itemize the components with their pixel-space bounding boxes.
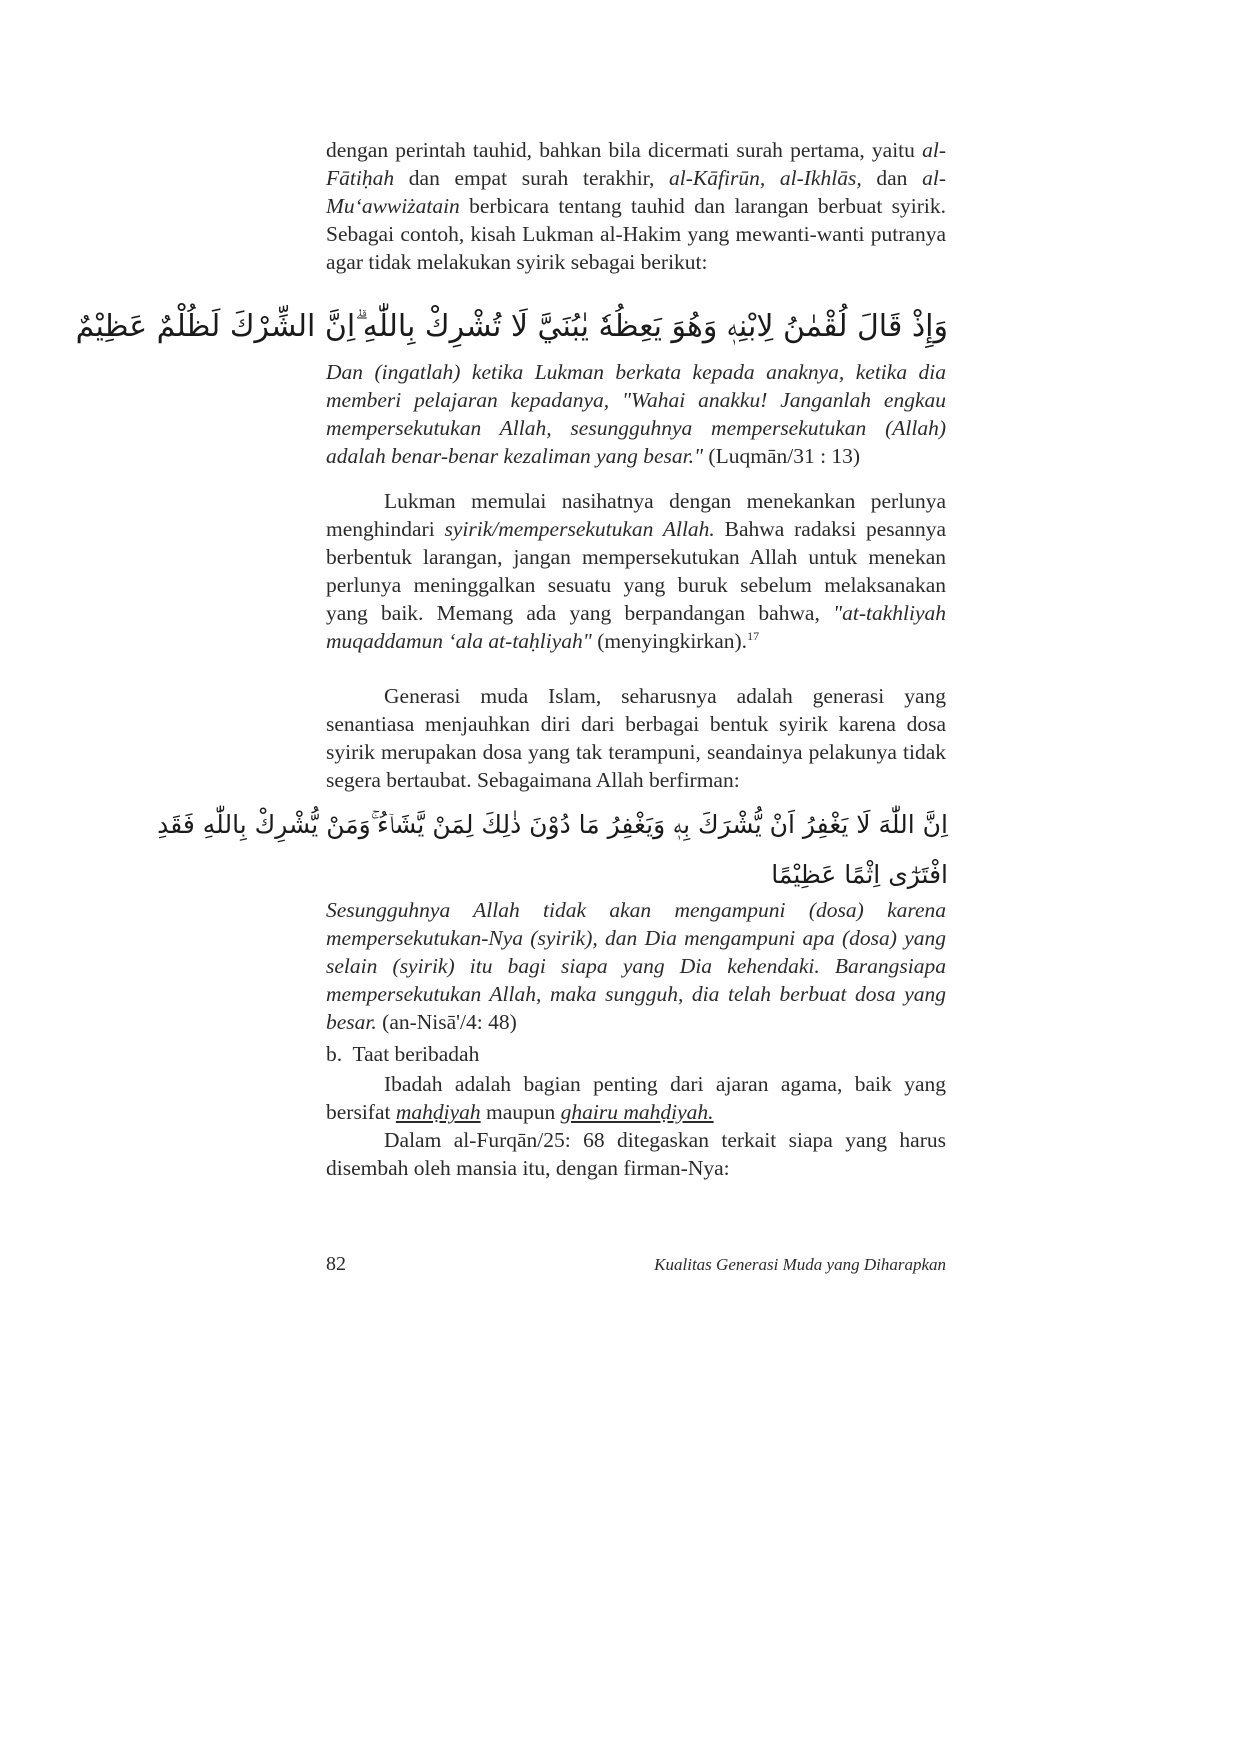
italic-term: al-Mu‘awwiżatain [326, 166, 947, 218]
text-run: dan [861, 166, 923, 190]
text-run: (menyingkirkan). [591, 629, 748, 653]
verse-reference: (Luqmān/31 : 13) [703, 444, 861, 468]
text-run: Lukman memulai nasihatnya dengan menekankan perlunya menghindari [326, 489, 946, 541]
subheading-taat-beribadah: b. Taat beribadah [326, 1042, 480, 1066]
text-run: dengan perintah tauhid, bahkan bila dicermati surah pertama, yaitu [326, 138, 923, 162]
page-number: 82 [326, 1253, 346, 1275]
arabic-verse-luqman: وَإِذْ قَالَ لُقْمٰنُ لِابْنِهٖ وَهُوَ يَعِظُهٗ يٰبُنَيَّ لَا تُشْرِكْ بِاللّٰهِ ۗاِنَّ الشِّرْكَ لَظُلْمٌ عَظِيْمٌ [75, 309, 948, 344]
running-title: Kualitas Generasi Muda yang Diharapkan [654, 1255, 946, 1274]
paragraph-generasi: Generasi muda Islam, seharusnya adalah generasi yang senantiasa menjauhkan diri dari berbagai bentuk syirik karena dosa syirik merupakan dosa yang tak terampuni, seandainya pelakunya tidak segera bertaubat. Sebagaimana Allah berfirman: [326, 684, 946, 792]
italic-term: al-Fātiḥah [326, 138, 946, 190]
translation-nisa [326, 896, 946, 1036]
italic-term: syirik/mempersekutukan Allah. [444, 517, 715, 541]
text-run: dan empat surah terakhir, [394, 166, 670, 190]
verse-reference: (an-Nisā'/4: 48) [376, 1010, 517, 1034]
translation-luqman [326, 358, 946, 470]
text-run: Bahwa radaksi pesannya berbentuk larangan, jangan mempersekutukan Allah untuk menekan perlunya meninggalkan sesuatu yang buruk sebelum melaksanakan yang baik. Memang ada yang berpandangan bahwa, [326, 517, 946, 625]
arabic-verse-nisa-line1: اِنَّ اللّٰهَ لَا يَغْفِرُ اَنْ يُّشْرَكَ بِهٖ وَيَغْفِرُ مَا دُوْنَ ذٰلِكَ لِمَنْ يَّشَاۤءُ ۚوَمَنْ يُّشْرِكْ بِاللّٰهِ فَقَدِ [157, 810, 948, 839]
text-run: maupun [480, 1100, 561, 1124]
arabic-verse-nisa-line2: افْتَرٰٓى اِثْمًا عَظِيْمًا [771, 860, 948, 889]
paragraph-ibadah [326, 1070, 946, 1126]
translation-text: Dan (ingatlah) ketika Lukman berkata kepada anaknya, ketika dia memberi pelajaran kepadanya, "Wahai anakku! Janganlah engkau mempersekutukan Allah, sesungguhnya mempersekutukan (Allah) adalah benar-benar kezaliman yang besar." [326, 360, 946, 468]
italic-term: mahḍiyah [395, 1100, 481, 1124]
paragraph-intro [326, 136, 946, 276]
italic-term: al-Kāfirūn, al-Ikhlās, [669, 166, 862, 190]
italic-term: ghairu mahḍiyah. [560, 1100, 714, 1124]
translation-text: Sesungguhnya Allah tidak akan mengampuni (dosa) karena mempersekutukan-Nya (syirik), dan Dia mengampuni apa (dosa) yang selain (syirik) itu bagi siapa yang Dia kehendaki. Barangsiapa mempersekutukan Allah, maka sungguh, dia telah berbuat dosa yang besar. [326, 898, 946, 1034]
italic-quote: "at-takhliyah muqaddamun ‘ala at-taḥliyah" [326, 601, 946, 653]
text-run: berbicara tentang tauhid dan larangan berbuat syirik. Sebagai contoh, kisah Lukman al-Hakim yang mewanti-wanti putranya agar tidak melakukan syirik sebagai berikut: [326, 194, 946, 274]
footnote-marker[interactable]: 17 [747, 628, 760, 643]
text-run: Ibadah adalah bagian penting dari ajaran agama, baik yang bersifat [326, 1072, 946, 1124]
paragraph-lukman [326, 487, 946, 655]
paragraph-furqan: Dalam al-Furqān/25: 68 ditegaskan terkait siapa yang harus disembah oleh mansia itu, dengan firman-Nya: [326, 1128, 946, 1180]
